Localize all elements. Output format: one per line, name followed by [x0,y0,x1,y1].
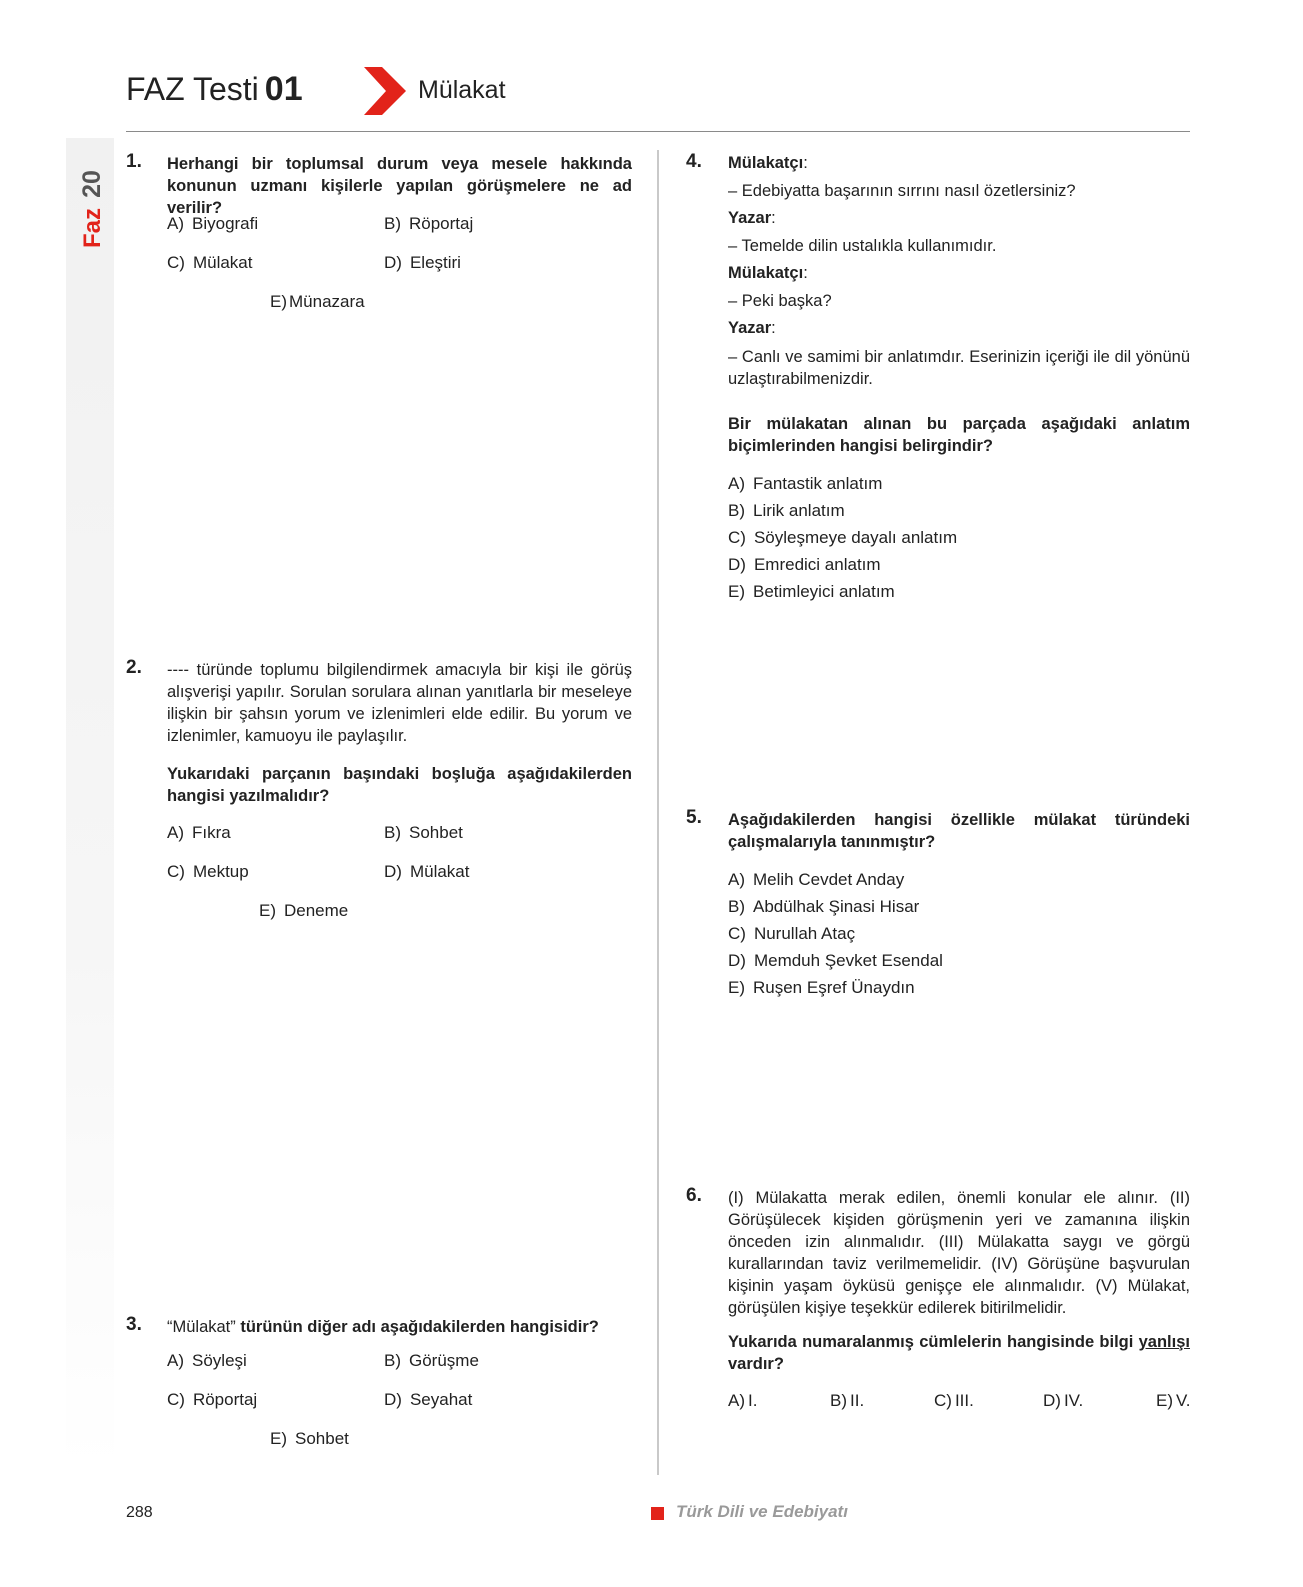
option-text: Lirik anlatım [753,501,845,520]
option-text: Deneme [284,901,349,920]
option-letter: A) [167,1351,184,1370]
option-text: II. [850,1391,865,1410]
underlined-word: yanlışı [1138,1333,1190,1351]
option-d[interactable] [384,862,469,882]
test-number: 01 [264,70,303,108]
option-text: Emredici anlatım [753,555,881,574]
option-letter: D) [384,862,402,881]
option-e[interactable] [1156,1391,1191,1411]
option-letter: C) [728,924,746,943]
option-c[interactable] [167,1390,257,1410]
option-letter: C) [934,1391,952,1410]
option-text: Seyahat [409,1390,473,1409]
option-c[interactable] [934,1391,974,1411]
option-e[interactable] [728,582,895,602]
question-stem-text: Yukarıda numaralanmış cümlelerin hangisinde bilgi [728,1333,1139,1351]
option-letter: A) [728,870,745,889]
option-d[interactable] [728,951,943,971]
option-letter: E) [259,901,276,920]
question-stem: Aşağıdakilerden hangisi özellikle mülakat türündeki çalışmalarıyla tanınmıştır? [728,811,1190,851]
subject-label: Türk Dili ve Edebiyatı [676,1502,848,1521]
option-text: Melih Cevdet Anday [753,870,905,889]
option-a[interactable] [728,1391,757,1411]
option-text: Betimleyici anlatım [753,582,895,601]
option-text: Söyleşi [192,1351,247,1370]
option-text: Ruşen Eşref Ünaydın [753,978,915,997]
question-number: 6. [686,1185,702,1206]
option-letter: C) [167,862,185,881]
question-stem: Yukarıdaki parçanın başındaki boşluğa aşağıdakilerden hangisi yazılmalıdır? [167,765,632,805]
option-text: Sohbet [295,1429,349,1448]
option-a[interactable] [728,474,882,494]
option-a[interactable] [728,870,904,890]
option-letter: C) [728,528,746,547]
question-number: 1. [126,151,142,172]
dialogue-line: – Temelde dilin ustalıkla kullanımıdır. [728,236,997,255]
option-text: Mektup [192,862,249,881]
option-d[interactable] [384,253,461,273]
option-b[interactable] [830,1391,864,1411]
option-letter: C) [167,1390,185,1409]
question-stem [167,1316,632,1338]
option-letter: E) [270,292,287,311]
option-letter: A) [728,1391,745,1410]
option-letter: B) [384,1351,401,1370]
faz-logo [70,152,110,252]
option-letter: E) [270,1429,287,1448]
dialogue-line: – Canlı ve samimi bir anlatımdır. Eserinizin içeriği ile dil yönünü uzlaştırabilmenizdir. [728,347,1190,388]
chevron-right-icon [364,67,406,115]
option-c[interactable] [728,528,957,548]
option-e[interactable] [270,292,365,312]
option-b[interactable] [384,214,473,234]
option-letter: E) [728,582,745,601]
option-letter: B) [728,897,745,916]
option-text: Mülakat [409,862,470,881]
option-letter: D) [384,1390,402,1409]
column-divider [657,150,659,1475]
option-a[interactable] [167,1351,247,1371]
option-letter: B) [384,823,401,842]
option-a[interactable] [167,214,258,234]
question-stem: Bir mülakatan alınan bu parçada aşağıdaki anlatım biçimlerinden hangisi belirgindir? [728,415,1190,455]
dialogue-speaker: Yazar: [728,209,776,227]
header-divider [126,131,1190,132]
test-topic: Mülakat [418,76,506,104]
option-letter: D) [728,951,746,970]
interview-dialogue [728,150,1190,390]
option-a[interactable] [167,823,231,843]
side-number: 20 [78,170,106,198]
svg-text:Faz: Faz [79,207,106,249]
option-e[interactable] [259,901,348,921]
dialogue-line: – Edebiyatta başarının sırrını nasıl özetlersiniz? [728,181,1076,200]
option-d[interactable] [384,1390,472,1410]
option-letter: B) [728,501,745,520]
question-stem [728,1331,1190,1375]
option-text: III. [954,1391,974,1410]
question-number: 2. [126,657,142,678]
option-letter: A) [167,823,184,842]
option-c[interactable] [728,924,855,944]
question-number: 3. [126,1314,142,1335]
question-number: 4. [686,151,702,172]
option-letter: E) [728,978,745,997]
question-stem-text: türünün diğer adı aşağıdakilerden hangisidir? [240,1318,599,1336]
option-text: Röportaj [192,1390,258,1409]
option-text: Abdülhak Şinasi Hisar [753,897,920,916]
test-title-text: FAZ Testi [126,71,259,107]
question-passage: ---- türünde toplumu bilgilendirmek amacıyla bir kişi ile görüş alışverişi yapılır. Sorulan sorulara alınan yanıtlarla bir meseleye ilişkin bir şahsın yorum ve izlenimleri elde edilir. Bu yorum ve izlenimler, kamuoyu ile paylaşılır. [167,661,632,745]
option-letter: C) [167,253,185,272]
question-stem-text: vardır? [728,1355,784,1373]
option-b[interactable] [384,1351,479,1371]
option-text: Fantastik anlatım [753,474,883,493]
option-d[interactable] [1043,1391,1083,1411]
option-letter: D) [384,253,402,272]
option-text: Röportaj [409,214,474,233]
option-e[interactable] [270,1429,349,1449]
question-passage: (I) Mülakatta merak edilen, önemli konular ele alınır. (II) Görüşülecek kişiden görüşmenin yeri ve zamanına ilişkin önceden izin alınmalıdır. (III) Mülakatta saygı ve görgü kurallarından taviz verilmemelidir. (IV) Görüşüne başvurulan kişinin yaşam öyküsü genişçe ele alınmalıdır. (V) Mülakat, görüşülen kişiye teşekkür edilerek bitirilmelidir. [728,1189,1190,1317]
option-letter: A) [167,214,184,233]
option-text: Münazara [289,292,365,311]
dialogue-speaker: Mülakatçı: [728,154,808,172]
faz-logo-mark [79,208,106,248]
option-letter: A) [728,474,745,493]
option-text: Fıkra [192,823,231,842]
option-text: Memduh Şevket Esendal [753,951,943,970]
option-c[interactable] [167,862,249,882]
option-letter: B) [830,1391,847,1410]
option-text: Mülakat [192,253,253,272]
option-text: I. [748,1391,758,1410]
option-text: IV. [1063,1391,1084,1410]
option-letter: E) [1156,1391,1173,1410]
option-b[interactable] [728,897,919,917]
option-b[interactable] [728,501,845,521]
test-title [126,70,303,109]
option-text: Biyografi [192,214,259,233]
option-text: Eleştiri [409,253,461,272]
dialogue-speaker: Yazar: [728,319,776,337]
side-strip [66,138,114,1470]
square-icon [651,1507,664,1520]
option-c[interactable] [167,253,252,273]
option-d[interactable] [728,555,881,575]
question-stem: Herhangi bir toplumsal durum veya mesele hakkında konunun uzmanı kişilerle yapılan görüşmelere ne ad verilir? [167,155,632,217]
option-letter: B) [384,214,401,233]
option-text: V. [1176,1391,1191,1410]
page-number: 288 [126,1504,153,1521]
option-text: Görüşme [409,1351,479,1370]
option-letter: D) [728,555,746,574]
dialogue-line: – Peki başka? [728,291,832,310]
option-text: Söyleşmeye dayalı anlatım [753,528,958,547]
option-text: Nurullah Ataç [753,924,856,943]
option-b[interactable] [384,823,463,843]
option-e[interactable] [728,978,915,998]
dialogue-speaker: Mülakatçı: [728,264,808,282]
quoted-term: “Mülakat” [167,1318,236,1336]
option-letter: D) [1043,1391,1061,1410]
question-number: 5. [686,807,702,828]
option-text: Sohbet [409,823,463,842]
